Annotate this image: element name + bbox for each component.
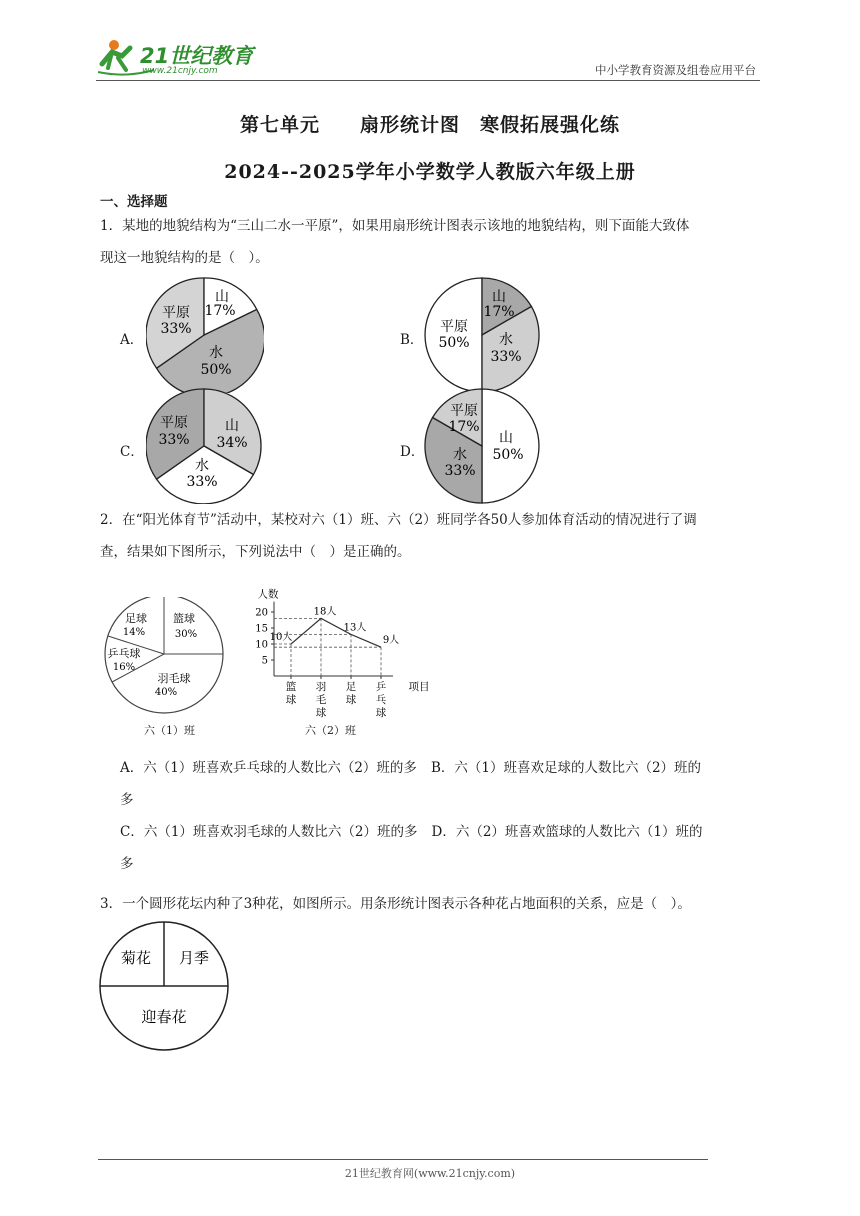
q2-pie-label-pingpang-pct: 16% bbox=[112, 662, 136, 673]
x-category-char: 乓 bbox=[375, 694, 387, 706]
x-category-char: 球 bbox=[345, 694, 357, 706]
data-label: 9人 bbox=[382, 635, 400, 647]
x-category-char: 乒 bbox=[375, 681, 387, 693]
q2-stem-line2: 查，结果如下图所示，下列说法中（ ）是正确的。 bbox=[100, 544, 411, 560]
q2-pie-class1 bbox=[100, 597, 230, 717]
series-line bbox=[291, 618, 381, 647]
pie-b-label-shan-pct: 17% bbox=[483, 304, 515, 320]
q1-pie-b[interactable] bbox=[424, 277, 542, 393]
q2-pie-label-pingpang: 乒乓球 bbox=[107, 647, 141, 660]
q1-pie-a[interactable] bbox=[146, 277, 264, 393]
q2-pie-label-yumaoqiu: 羽毛球 bbox=[157, 672, 191, 685]
pie-b-label-shan: 山 bbox=[492, 289, 506, 305]
page-subtitle: 2024--2025学年小学数学人教版六年级上册 bbox=[224, 161, 636, 183]
pie-c-label-shui: 水 bbox=[195, 458, 209, 474]
header-rule bbox=[96, 80, 760, 81]
x-category-char: 毛 bbox=[315, 694, 327, 706]
data-label: 10人 bbox=[269, 632, 293, 643]
pie-d-label-shan: 山 bbox=[499, 430, 513, 446]
pie-a-label-shan: 山 bbox=[215, 289, 229, 305]
q3-label-yingchunhua: 迎春花 bbox=[141, 1008, 187, 1026]
q2-pie-label-lanqiu: 篮球 bbox=[173, 612, 195, 625]
q2-stem-line1: 2．在“阳光体育节”活动中，某校对六（1）班、六（2）班同学各50人参加体育活动的情况进行了调 bbox=[100, 512, 697, 528]
pie-a-label-shui-pct: 50% bbox=[200, 362, 232, 378]
q2-line-caption: 六（2）班 bbox=[305, 724, 356, 737]
pie-a-label-shui: 水 bbox=[209, 345, 223, 361]
section-heading: 一、选择题 bbox=[100, 194, 168, 210]
x-category-char: 球 bbox=[375, 707, 387, 719]
data-label: 13人 bbox=[343, 622, 367, 634]
site-logo[interactable] bbox=[96, 36, 266, 80]
footer-rule bbox=[98, 1159, 708, 1160]
q2-option-c[interactable]: C．六（1）班喜欢羽毛球的人数比六（2）班的多 bbox=[120, 824, 418, 840]
y-tick-label: 5 bbox=[261, 655, 268, 667]
q1-option-c-label[interactable]: C． bbox=[120, 444, 144, 460]
pie-d-label-pingyuan: 平原 bbox=[450, 403, 478, 419]
pie-d-label-shui: 水 bbox=[453, 447, 467, 463]
pie-d-label-shui-pct: 33% bbox=[444, 463, 476, 479]
footer-site-link[interactable]: 21世纪教育网(www.21cnjy.com) bbox=[344, 1167, 516, 1180]
pie-c-label-pingyuan: 平原 bbox=[160, 415, 188, 431]
q3-label-juhua: 菊花 bbox=[120, 949, 152, 967]
q2-pie-label-lanqiu-pct: 30% bbox=[174, 629, 198, 640]
q2-line-chart-class2 bbox=[234, 580, 444, 725]
q1-option-a-label[interactable]: A． bbox=[120, 332, 144, 348]
q2-option-b[interactable]: B．六（1）班喜欢足球的人数比六（2）班的 bbox=[430, 760, 702, 776]
q2-pie-label-yumaoqiu-pct: 40% bbox=[154, 687, 178, 698]
q1-pie-d[interactable] bbox=[424, 388, 542, 504]
q3-flowerbed-circle bbox=[98, 920, 232, 1054]
x-category-char: 篮 bbox=[285, 681, 297, 693]
q1-stem-line1: 1．某地的地貌结构为“三山二水一平原”，如果用扇形统计图表示该地的地貌结构，则下面能大致体 bbox=[100, 218, 690, 234]
x-category-char: 球 bbox=[315, 707, 327, 719]
q2-pie-label-zuqiu: 足球 bbox=[125, 612, 147, 625]
q2-options bbox=[120, 752, 780, 880]
pie-c-label-shan: 山 bbox=[225, 418, 239, 434]
pie-b-label-pingyuan-pct: 50% bbox=[438, 335, 470, 351]
x-category-char: 羽 bbox=[315, 681, 327, 693]
q3-label-yueji: 月季 bbox=[178, 949, 210, 967]
question-1-stem bbox=[100, 210, 780, 274]
x-category-char: 足 bbox=[345, 681, 357, 693]
pie-c-label-shan-pct: 34% bbox=[216, 435, 248, 451]
x-axis-label: 项目 bbox=[408, 681, 430, 693]
y-tick-label: 20 bbox=[255, 607, 268, 619]
pie-a-label-shan-pct: 17% bbox=[204, 303, 236, 319]
x-category-char: 球 bbox=[285, 694, 297, 706]
logo-url: www.21cnjy.com bbox=[142, 66, 218, 76]
pie-a-label-pingyuan-pct: 33% bbox=[160, 321, 192, 337]
question-2-stem bbox=[100, 504, 780, 568]
y-tick-label: 10 bbox=[255, 639, 268, 651]
logo-text: 21世纪教育 bbox=[140, 44, 254, 68]
pie-b-label-shui: 水 bbox=[499, 332, 513, 348]
q2-pie-caption: 六（1）班 bbox=[144, 724, 195, 737]
pie-b-label-shui-pct: 33% bbox=[490, 349, 522, 365]
pie-d-label-pingyuan-pct: 17% bbox=[448, 419, 480, 435]
pie-d-label-shan-pct: 50% bbox=[492, 447, 524, 463]
q1-option-b-label[interactable]: B． bbox=[400, 332, 424, 348]
q2-option-b-continued: 多 bbox=[120, 792, 134, 808]
q2-option-d-continued: 多 bbox=[120, 856, 134, 872]
data-label: 18人 bbox=[313, 606, 337, 618]
q1-stem-line2: 现这一地貌结构的是（ ）。 bbox=[100, 250, 269, 266]
pie-c-label-pingyuan-pct: 33% bbox=[158, 432, 190, 448]
header-platform-text: 中小学教育资源及组卷应用平台 bbox=[595, 63, 756, 77]
q2-option-a[interactable]: A．六（1）班喜欢乒乓球的人数比六（2）班的多 bbox=[120, 760, 417, 776]
question-3-stem: 3．一个圆形花坛内种了3种花，如图所示。用条形统计图表示各种花占地面积的关系，应是（ ）。 bbox=[100, 896, 691, 912]
page-title: 第七单元 扇形统计图 寒假拓展强化练 bbox=[239, 114, 620, 136]
pie-b-label-pingyuan: 平原 bbox=[440, 319, 468, 335]
pie-c-label-shui-pct: 33% bbox=[186, 474, 218, 490]
q2-pie-label-zuqiu-pct: 14% bbox=[122, 627, 146, 638]
pie-a-label-pingyuan: 平原 bbox=[162, 305, 190, 321]
y-tick-label: 15 bbox=[255, 623, 268, 635]
q1-pie-c[interactable] bbox=[146, 388, 264, 504]
y-axis-label: 人数 bbox=[257, 588, 279, 601]
pie-d-slice-shan bbox=[482, 389, 539, 503]
q1-option-d-label[interactable]: D． bbox=[400, 444, 425, 460]
q2-option-d[interactable]: D．六（2）班喜欢篮球的人数比六（1）班的 bbox=[431, 824, 703, 840]
